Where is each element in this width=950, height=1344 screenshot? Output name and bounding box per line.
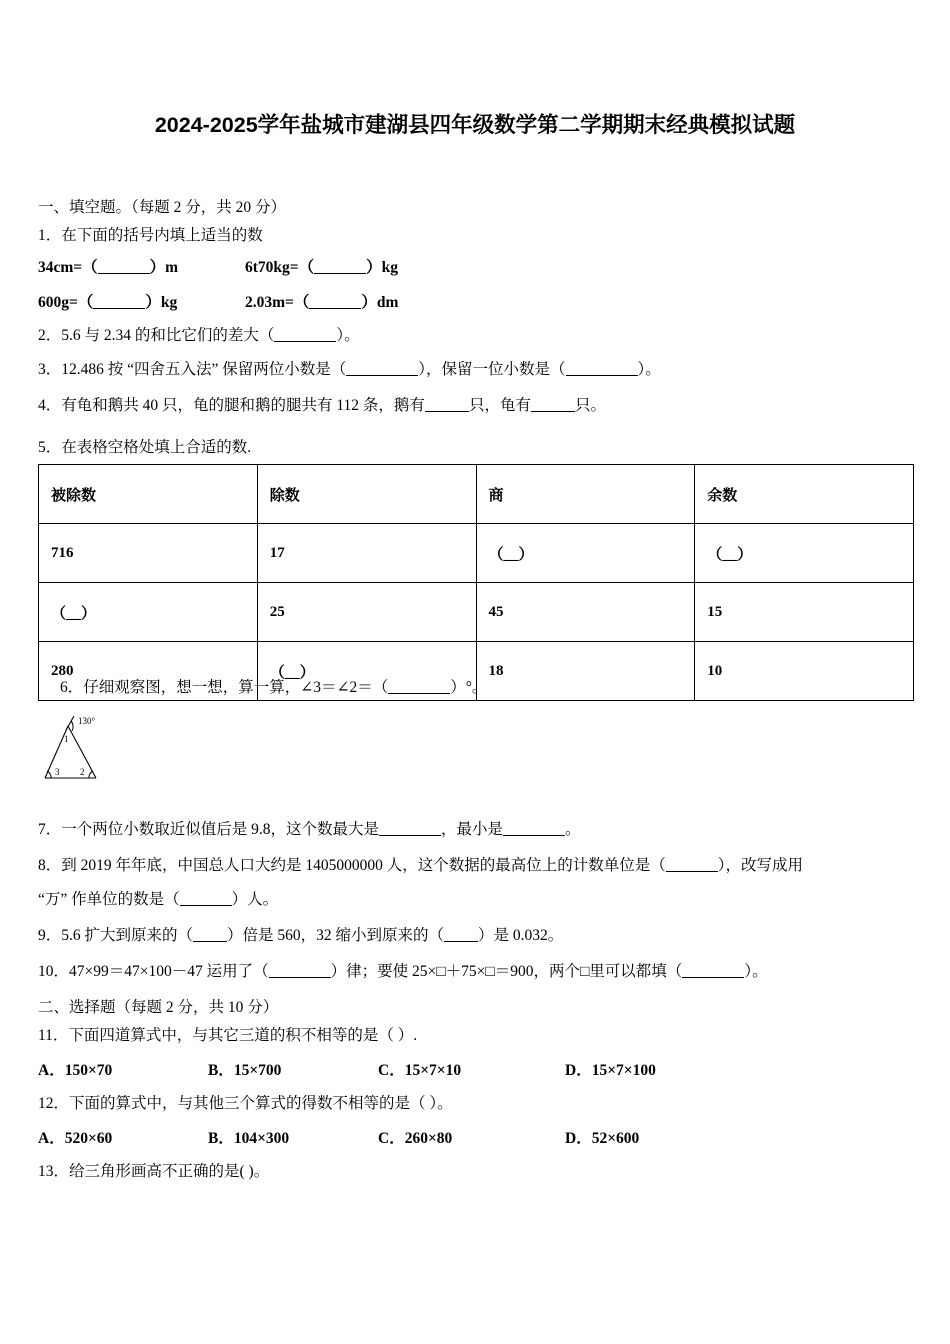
q12-option-a[interactable]: A．520×60 <box>38 1130 113 1147</box>
question-10 <box>38 964 768 980</box>
table-cell-blank[interactable]: （__） <box>39 583 258 642</box>
question-2 <box>38 328 360 344</box>
q3-suffix: ）。 <box>637 361 661 378</box>
table-header-remainder: 余数 <box>695 465 914 524</box>
q6-blank[interactable] <box>388 693 450 694</box>
question-7 <box>38 822 581 838</box>
q1-item-3-right: ）kg <box>145 294 178 311</box>
q1-item-2-blank[interactable] <box>314 273 366 274</box>
q9-middle: ）倍是 560，32 缩小到原来的（ <box>227 927 445 944</box>
q3-prefix: 3．12.486 按 “四舍五入法” 保留两位小数是（ <box>38 361 347 378</box>
q7-middle: ，最小是 <box>441 821 504 838</box>
q8-blank-1[interactable] <box>666 871 718 872</box>
q4-blank-2[interactable] <box>531 411 575 412</box>
table-row <box>39 524 914 583</box>
q12-option-b[interactable]: B．104×300 <box>208 1130 290 1147</box>
q6-prefix: 6．仔细观察图，想一想，算一算，∠3＝∠2＝（ <box>60 679 389 696</box>
table-cell-blank[interactable]: （__） <box>695 524 914 583</box>
table-cell: 280 <box>39 642 258 701</box>
q1-item-2-left: 6t70kg=（ <box>245 259 315 276</box>
q8-line2-prefix: “万” 作单位的数是（ <box>38 891 180 908</box>
q11-option-a[interactable]: A．150×70 <box>38 1062 113 1079</box>
q2-suffix: ）。 <box>336 327 360 344</box>
table-cell: 45 <box>476 583 695 642</box>
section-heading-choice: 二、选择题（每题 2 分，共 10 分） <box>38 999 279 1016</box>
q10-blank-2[interactable] <box>682 977 744 978</box>
table-row <box>39 583 914 642</box>
q3-blank-2[interactable] <box>566 375 638 376</box>
q9-blank-2[interactable] <box>444 941 478 942</box>
q7-suffix: 。 <box>565 821 581 838</box>
q10-middle: ）律；要使 25×□＋75×□＝900，两个□里可以都填（ <box>330 963 683 980</box>
table-header-dividend: 被除数 <box>39 465 258 524</box>
q11-option-d[interactable]: D．15×7×100 <box>565 1062 656 1079</box>
q6-suffix: ）°。 <box>450 679 488 696</box>
q11-option-b[interactable]: B．15×700 <box>208 1062 282 1079</box>
q11-option-c[interactable]: C．15×7×10 <box>378 1062 462 1079</box>
table-cell-blank[interactable]: （__） <box>257 642 476 701</box>
page-title: 2024-2025学年盐城市建湖县四年级数学第二学期期末经典模拟试题 <box>154 113 796 137</box>
q4-middle: 只，龟有 <box>468 397 531 414</box>
question-3 <box>38 362 661 378</box>
q7-blank-1[interactable] <box>379 835 441 836</box>
table-cell: 15 <box>695 583 914 642</box>
q12-option-c[interactable]: C．260×80 <box>378 1130 453 1147</box>
q1-item-2 <box>245 260 398 276</box>
question-8-line-2 <box>38 892 278 908</box>
table-cell: 18 <box>476 642 695 701</box>
table-cell-blank[interactable]: （__） <box>476 524 695 583</box>
question-11-stem: 11．下面四道算式中，与其它三道的积不相等的是（ ）. <box>38 1027 418 1044</box>
q8-blank-2[interactable] <box>180 905 232 906</box>
angle-label-2: 2 <box>80 767 85 777</box>
q1-item-1-blank[interactable] <box>98 273 150 274</box>
q1-item-4 <box>245 295 398 311</box>
q9-suffix: ）是 0.032。 <box>478 927 564 944</box>
q10-suffix: ）。 <box>744 963 768 980</box>
q1-item-1-right: ）m <box>149 259 179 276</box>
question-12-stem: 12．下面的算式中，与其他三个算式的得数不相等的是（ ）。 <box>38 1095 453 1112</box>
q7-blank-2[interactable] <box>503 835 565 836</box>
table-cell: 716 <box>39 524 258 583</box>
q7-prefix: 7．一个两位小数取近似值后是 9.8，这个数最大是 <box>38 821 380 838</box>
question-6 <box>60 680 487 696</box>
q8-prefix: 8．到 2019 年年底，中国总人口大约是 1405000000 人，这个数据的最高位上的计数单位是（ <box>38 857 666 874</box>
q1-item-4-right: ）dm <box>361 294 399 311</box>
q1-item-4-blank[interactable] <box>309 308 361 309</box>
table-cell: 17 <box>257 524 476 583</box>
q12-option-d[interactable]: D．52×600 <box>565 1130 640 1147</box>
table-header-row <box>39 465 914 524</box>
q10-blank-1[interactable] <box>269 977 331 978</box>
q8-line1-suffix: ），改写成用 <box>717 857 804 874</box>
angle-label-1: 1 <box>64 734 69 744</box>
angle-label-130: 130° <box>78 716 96 726</box>
q1-item-1 <box>38 260 178 276</box>
question-4 <box>38 398 606 414</box>
q2-prefix: 2．5.6 与 2.34 的和比它们的差大（ <box>38 327 275 344</box>
q9-prefix: 9．5.6 扩大到原来的（ <box>38 927 194 944</box>
section-heading-fill-in: 一、填空题。（每题 2 分，共 20 分） <box>38 199 287 216</box>
q1-item-3-blank[interactable] <box>93 308 145 309</box>
angle-label-3: 3 <box>55 767 60 777</box>
q1-item-4-left: 2.03m=（ <box>245 294 310 311</box>
q9-blank-1[interactable] <box>193 941 227 942</box>
q1-item-3-left: 600g=（ <box>38 294 94 311</box>
q1-item-1-left: 34cm=（ <box>38 259 98 276</box>
q3-blank-1[interactable] <box>346 375 418 376</box>
table-cell: 25 <box>257 583 476 642</box>
question-9 <box>38 928 563 944</box>
table-cell: 10 <box>695 642 914 701</box>
q3-middle: ），保留一位小数是（ <box>418 361 566 378</box>
q8-line2-suffix: ）人。 <box>231 891 279 908</box>
question-8-line-1 <box>38 858 803 874</box>
q1-item-2-right: ）kg <box>366 259 398 276</box>
division-table <box>38 464 914 701</box>
question-5-stem: 5．在表格空格处填上合适的数. <box>38 439 252 456</box>
question-13-stem: 13．给三角形画高不正确的是( )。 <box>38 1163 270 1180</box>
table-header-divisor: 除数 <box>257 465 476 524</box>
question-1-stem: 1．在下面的括号内填上适当的数 <box>38 227 263 244</box>
q4-suffix: 只。 <box>574 397 606 414</box>
table-header-quotient: 商 <box>476 465 695 524</box>
q4-prefix: 4．有龟和鹅共 40 只，龟的腿和鹅的腿共有 112 条，鹅有 <box>38 397 425 414</box>
q1-item-3 <box>38 295 177 311</box>
q4-blank-1[interactable] <box>425 411 469 412</box>
triangle-figure <box>38 708 118 790</box>
q10-prefix: 10．47×99＝47×100－47 运用了（ <box>38 963 269 980</box>
q2-blank[interactable] <box>274 341 336 342</box>
